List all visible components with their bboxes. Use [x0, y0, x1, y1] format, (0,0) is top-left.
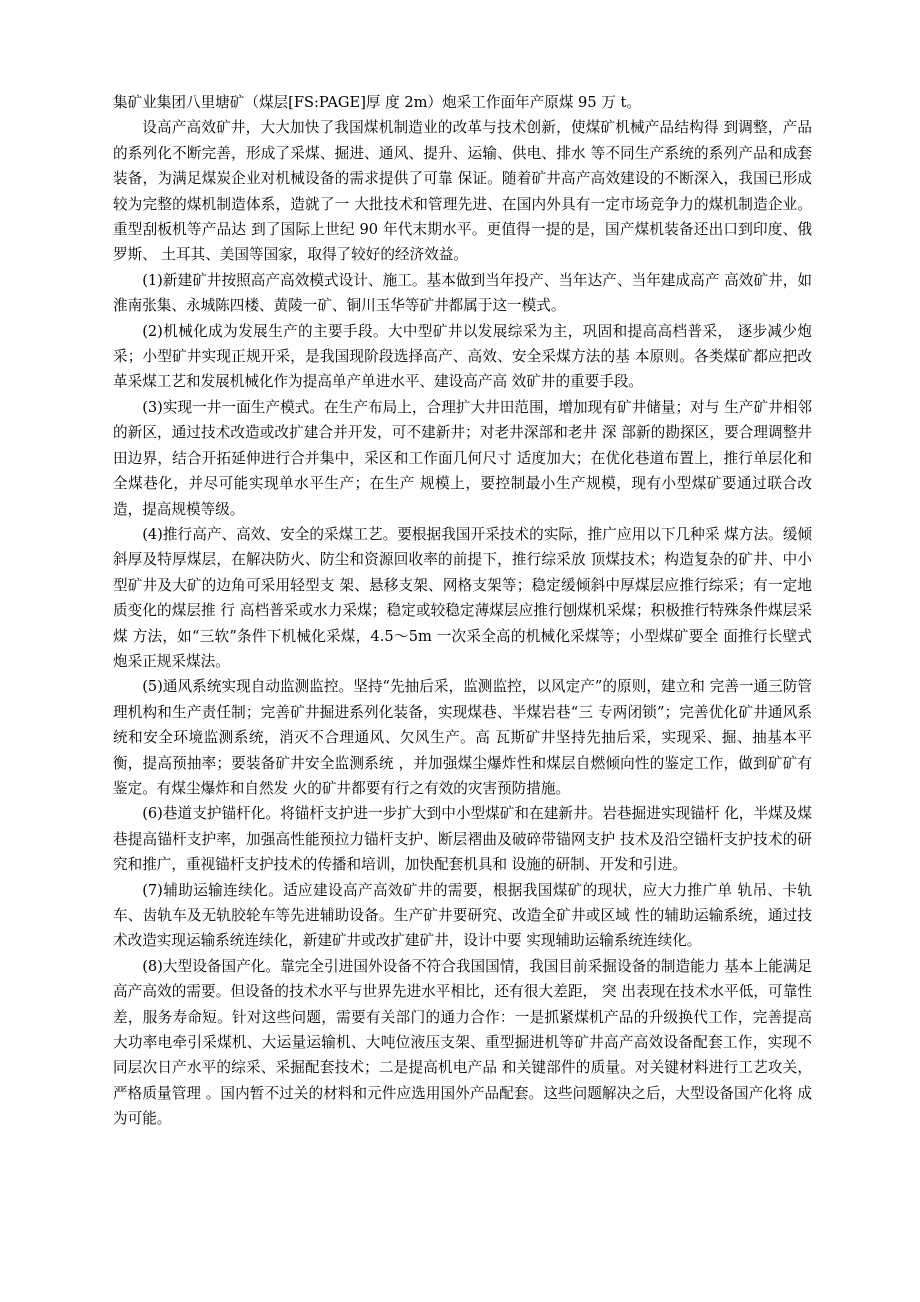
paragraph-item-2: (2)机械化成为发展生产的主要手段。大中型矿井以发展综采为主，巩固和提高高档普采， 逐步减少炮采；小型矿井实现正规开采，是我国现阶段选择高产、高效、安全采煤方法的基 本原则。各类煤矿都应把改革采煤工艺和发展机械化作为提高单产单进水平、建设高产高 效矿井的重要手段。 [113, 322, 812, 391]
paragraph-item-6: (6)巷道支护锚杆化。将锚杆支护进一步扩大到中小型煤矿和在建新井。岩巷掘进实现锚杆 化，半煤及煤巷提高锚杆支护率，加强高性能预拉力锚杆支护、断层褶曲及破碎带锚网支护 技术及沿空锚杆支护技术的研究和推广，重视锚杆支护技术的传播和培训，加快配套机具和 设施的研制、开发和引进。 [113, 805, 812, 874]
paragraph-item-7: (7)辅助运输连续化。适应建设高产高效矿井的需要，根据我国煤矿的现状，应大力推广单 轨吊、卡轨车、齿轨车及无轨胶轮车等先进辅助设备。生产矿井要研究、改造全矿井或区域 性的辅助运输系统，通过技术改造实现运输系统连续化，新建矿井或改扩建矿井，设计中要 实现辅助运输系统连续化。 [113, 881, 812, 950]
document-body [113, 90, 812, 1132]
paragraph-intro: 设高产高效矿井，大大加快了我国煤机制造业的改革与技术创新，使煤矿机械产品结构得 到调整，产品的系列化不断完善，形成了采煤、掘进、通风、提升、运输、供电、排水 等不同生产系统的系列产品和成套装备，为满足煤炭企业对机械设备的需求提供了可靠 保证。随着矿井高产高效建设的不断深入，我国已形成较为完整的煤机制造体系，造就了一 大批技术和管理先进、在国内外具有一定市场竞争力的煤机制造企业。重型刮板机等产品达 到了国际上世纪 90 年代末期水平。更值得一提的是，国产煤机装备还出口到印度、俄罗斯、 土耳其、美国等国家，取得了较好的经济效益。 [113, 119, 812, 264]
paragraph-continuation: 集矿业集团八里塘矿（煤层[FS:PAGE]厚 度 2m）炮采工作面年产原煤 95 万 t。 [113, 94, 641, 111]
paragraph-item-1: (1)新建矿井按照高产高效模式设计、施工。基本做到当年投产、当年达产、当年建成高产 高效矿井，如淮南张集、永城陈四楼、黄陵一矿、铜川玉华等矿井都属于这一模式。 [113, 271, 812, 315]
paragraph-item-5: (5)通风系统实现自动监测监控。坚持“先抽后采，监测监控，以风定产”的原则，建立和 完善一通三防管理机构和生产责任制；完善矿井掘进系列化装备，实现煤巷、半煤岩巷“三 专两闭锁”；完善优化矿井通风系统和安全环境监测系统，消灭不合理通风、欠风生产。高 瓦斯矿井坚持先抽后采，实现采、掘、抽基本平衡，提高预抽率；要装备矿井安全监测系统 ，并加强煤尘爆炸性和煤层自燃倾向性的鉴定工作，做到矿矿有鉴定。有煤尘爆炸和自然发 火的矿井都要有行之有效的灾害预防措施。 [113, 678, 812, 797]
paragraph-item-3: (3)实现一井一面生产模式。在生产布局上，合理扩大井田范围，增加现有矿井储量；对与 生产矿井相邻的新区，通过技术改造或改扩建合并开发，可不建新井；对老井深部和老井 深 部新的勘探区，要合理调整井田边界，结合开拓延伸进行合并集中，采区和工作面几何尺寸 适度加大；在优化巷道布置上，推行单层化和全煤巷化，并尽可能实现单水平生产；在生产 规模上，要控制最小生产规模，现有小型煤矿要通过联合改造，提高规模等级。 [113, 398, 812, 518]
paragraph-item-4: (4)推行高产、高效、安全的采煤工艺。要根据我国开采技术的实际，推广应用以下几种采 煤方法。缓倾斜厚及特厚煤层，在解决防火、防尘和资源回收率的前提下，推行综采放 顶煤技术；构造复杂的矿井、中小型矿井及大矿的边角可采用轻型支 架、悬移支架、网格支架等；稳定缓倾斜中厚煤层应推行综采；有一定地质变化的煤层推 行 高档普采或水力采煤；稳定或较稳定薄煤层应推行刨煤机采煤；积极推行特殊条件煤层采 煤 方法，如“三软”条件下机械化采煤，4.5～5m 一次采全高的机械化采煤等；小型煤矿要全 面推行长壁式炮采正规采煤法。 [113, 525, 812, 670]
paragraph-item-8: (8)大型设备国产化。靠完全引进国外设备不符合我国国情，我国目前采掘设备的制造能力 基本上能满足高产高效的需要。但设备的技术水平与世界先进水平相比，还有很大差距， 突 出表现在技术水平低，可靠性差，服务寿命短。针对这些问题，需要有关部门的通力合作：一是抓紧煤机产品的升级换代工作，完善提高大功率电牵引采煤机、大运量运输机、大吨位液压支架、重型掘进机等矿井高产高效设备配套工作，实现不同层次日产水平的综采、采掘配套技术；二是提高机电产品 和关键部件的质量。对关键材料进行工艺攻关，严格质量管理 。国内暂不过关的材料和元件应选用国外产品配套。这些问题解决之后，大型设备国产化将 成为可能。 [113, 957, 812, 1128]
